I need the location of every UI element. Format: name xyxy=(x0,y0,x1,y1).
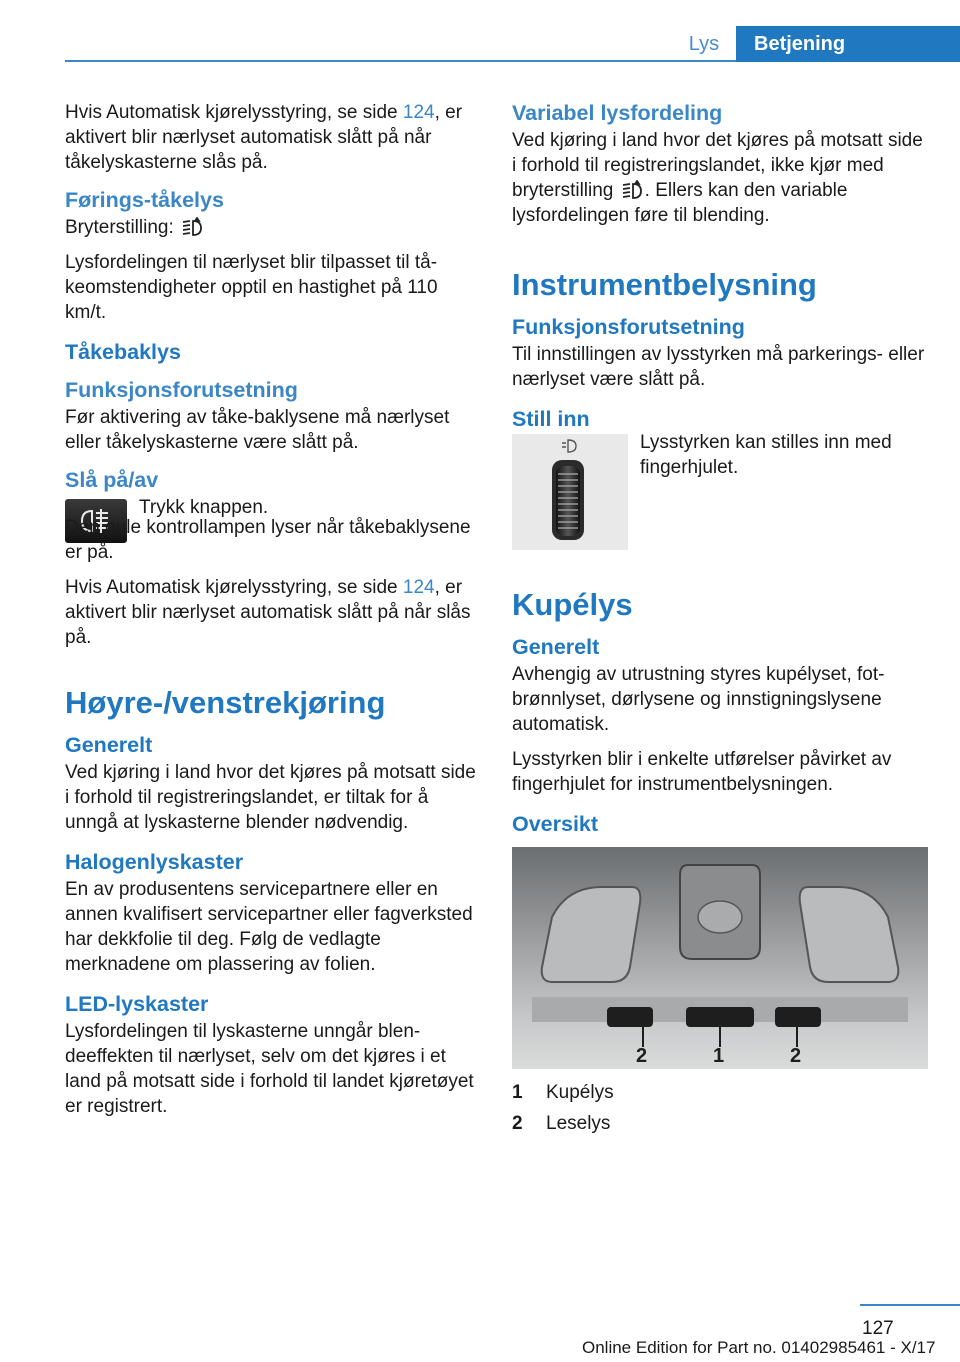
text: . Ellers kan den variable lysfordelingen føre til blending. xyxy=(512,180,848,226)
heading-sla-pa-av: Slå på/av xyxy=(65,468,159,492)
paragraph-still-inn: Lysstyrken kan stilles inn med fingerhjulet. xyxy=(640,432,892,478)
text: , er aktivert blir nærlyset automatisk slått på når slås på. xyxy=(65,577,471,648)
text: Ved kjøring i land hvor det kjøres på motsatt side i forhold til registreringslandet, ikke kjør med bryterstilling xyxy=(512,130,923,201)
heading-generelt: Generelt xyxy=(512,635,600,659)
text-press-button: Trykk knappen. xyxy=(139,497,269,518)
interior-light-illustration xyxy=(512,847,928,1069)
paragraph-halogen: En av produsentens servicepartnere eller en annen kvalifisert servicepartner eller fagverksted har dekkfolie til deg. Følg de vedlagte merknadene om plassering av folien. xyxy=(65,879,473,975)
photo-label-2-right: 2 xyxy=(790,1045,802,1067)
footer-rule xyxy=(860,1304,960,1306)
heading-funksjonsforutsetning: Funksjonsforutsetning xyxy=(65,378,298,402)
paragraph-led: Lysfordelingen til lyskasterne unngår blendeeffekten til nærlyset, selv om det kjøres i et land på motsatt side i forhold til landet kjøretøyet er registrert. xyxy=(65,1021,474,1117)
photo-label-2-left: 2 xyxy=(636,1045,648,1067)
legend-item xyxy=(512,1108,932,1139)
heading-forings-takelys: Førings-tåkelys xyxy=(65,188,224,212)
photo-label-1: 1 xyxy=(713,1045,725,1067)
switch-position xyxy=(65,215,480,240)
heading-kupelys: Kupélys xyxy=(512,587,633,622)
heading-instrumentbelysning: Instrumentbelysning xyxy=(512,267,817,302)
thumbwheel-block xyxy=(512,434,932,550)
thumbwheel-icon xyxy=(512,434,628,550)
paragraph-forings: Lysfordelingen til nærlyset blir tilpasset til tåkeomstendigheter opptil en hastighet på 110 km/t. xyxy=(65,252,438,323)
page-link-124[interactable]: 124 xyxy=(402,102,435,123)
paragraph-automatic-2 xyxy=(65,575,480,650)
legend-number: 1 xyxy=(512,1082,523,1103)
paragraph-automatic xyxy=(65,100,480,175)
paragraph-kupelys-2: Lysstyrken blir i enkelte utførelser påvirket av fingerhjulet for instrumentbelysningen. xyxy=(512,749,892,795)
page-number: 127 xyxy=(862,1318,894,1339)
left-column xyxy=(65,100,480,1129)
heading-oversikt: Oversikt xyxy=(512,812,599,836)
page-link-124[interactable]: 124 xyxy=(402,577,435,598)
heading-hoyre-venstrekjoring: Høyre-/venstrekjøring xyxy=(65,685,386,720)
heading-variabel-lysfordeling: Variabel lysfordeling xyxy=(512,101,723,125)
heading-halogenlyskaster: Halogenlyskaster xyxy=(65,850,244,874)
thumbwheel-image xyxy=(512,434,628,550)
paragraph-funksjon: Før aktivering av tåke-baklysene må nærlyset eller tåkelyskasterne være slått på. xyxy=(65,407,450,453)
heading-funksjonsforutsetning: Funksjonsforutsetning xyxy=(512,315,745,339)
paragraph-funksjon: Til innstillingen av lysstyrken må parkerings- eller nærlyset være slått på. xyxy=(512,344,925,390)
paragraph-variabel xyxy=(512,128,932,228)
text: Hvis Automatisk kjørelysstyring, se side xyxy=(65,577,403,598)
heading-takebaklys: Tåkebaklys xyxy=(65,340,181,364)
tab-chapter[interactable]: Betjening xyxy=(736,26,960,62)
text: , er aktivert blir nærlyset automatisk slått på når tåkelyskasterne slås på. xyxy=(65,102,463,173)
paragraph-generelt: Ved kjøring i land hvor det kjøres på motsatt side i forhold til registreringslandet, er tiltak for å unngå at lyskasterne blender nødvendig. xyxy=(65,762,476,833)
heading-generelt: Generelt xyxy=(65,733,153,757)
switch-label: Bryterstilling: xyxy=(65,217,174,238)
text: Hvis Automatisk kjørelysstyring, se side xyxy=(65,102,403,123)
edition-text: Online Edition for Part no. 01402985461 - X/17 xyxy=(582,1338,936,1357)
legend-text: Leselys xyxy=(546,1113,611,1134)
legend-text: Kupélys xyxy=(546,1082,614,1103)
fog-light-icon xyxy=(619,180,645,202)
interior-light-photo xyxy=(512,847,928,1069)
tab-section[interactable]: Lys xyxy=(688,33,720,55)
text-yellow-lamp: Den gule kontrollampen lyser når tåkebaklysene er på. xyxy=(65,517,471,563)
right-column xyxy=(512,100,932,1139)
legend-item xyxy=(512,1077,932,1108)
fog-light-icon xyxy=(179,217,205,239)
heading-led-lyskaster: LED-lyskaster xyxy=(65,992,209,1016)
heading-still-inn: Still inn xyxy=(512,407,590,431)
paragraph-kupelys-1: Avhengig av utrustning styres kupélyset, fotbrønnlyset, dørlysene og innstigningslysene automatisk. xyxy=(512,664,885,735)
legend-number: 2 xyxy=(512,1113,523,1134)
